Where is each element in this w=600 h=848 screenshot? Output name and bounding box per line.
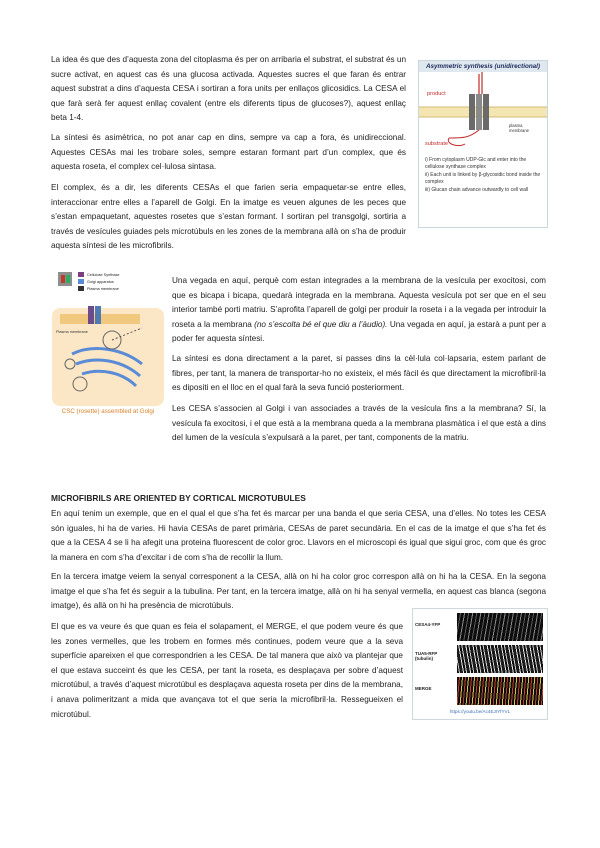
legend-item: Golgi apparatus — [87, 279, 114, 284]
paragraph-substrate: La idea és que des d’aquesta zona del citoplasma és per on arribaria el substrat, el substrat és un sucre activat, en aquest cas és una glucosa activada. Aquestes sucres el que faran és entrar aquest substrat a dins d’aquesta CESA i sortiran a fora units per enllaços glicosidics. La CESA el que farà serà fer aquest enllaç covalent (entre els diferents tipus de glucoses?), aquest enllaç beta 1-4. — [51, 55, 407, 123]
paragraph-direct-synthesis: La síntesi es dona directament a la paret, si passes dins la cèl·lula col·lapsaria, estem parlant de fibres, per tant, la manera de transportar-ho no existeix, el més fàcil és que directament la microfibril·la es dipositi en el lloc en el qual farà la seva funció posteriorment. — [172, 354, 546, 393]
figure-notes — [419, 157, 547, 194]
section-heading: MICROFIBRILS ARE ORIENTED BY CORTICAL MICROTUBULES — [51, 493, 306, 503]
video-link[interactable]: https://youtu.be/Ac4EJIYfYVL — [449, 709, 511, 714]
paragraph-cesa-example: En aquí tenim un exemple, que en el qual el que s’ha fet és marcar per una banda el que seria CESA, una d’elles. No totes les CESA són iguales, hi ha de varies. Hi havia CESAs de paret primària, CESAs de paret secundària. En el cas de la imatge el que s’ha fet és que a la CESA 4 se li ha afegit una proteina fluorescent de color groc. Llavors en el microscopi és igual que sigui groc, com que és groc la manera en com s’ha d’excitar i de com s’ha de recollir la llum. — [51, 509, 546, 562]
label-tm: Plasma membrane — [56, 330, 88, 334]
figure-asymmetric-synthesis — [418, 60, 548, 228]
paragraph-exocytosis-text: Una vegada en aquí, perquè com estan integrades a la membrana de la vesícula per exocitosi, com que es bicapa i bicapa, quedarà integrada en la membrana. Aquesta vesícula pot ser que en el seu interior també porti matriu. S’aprofita l’aparell de golgi per produir la roseta i a la vegada per introduir la roseta a la membrana — [172, 276, 546, 329]
image-tua5-rfp — [457, 645, 543, 673]
paragraph-complex-golgi: El complex, és a dir, les diferents CESAs el que farien seria empaquetar-se entre elles, interaccionar entre elles a l’aparell de Golgi. En la imatge es veuen algunes de les peces que s’estan empaquetant, aquestes rosetes que s’estan formant. I sortiran pel transgolgi, sortiria a través de vesícules guiades pels microtúbuls en les zones de la membrana allà on s’ha de produir aquesta síntesi de les microfibrils. — [51, 183, 406, 251]
golgi-diagram — [52, 268, 164, 408]
note-1: i) From cytoplasm UDP-Glc and enter into the cellulose synthase complex — [425, 157, 527, 170]
figure-caption: CSC (rosette) assembled at Golgi — [61, 408, 155, 415]
label-product: product — [427, 91, 446, 97]
image-cesa4-yfp — [457, 613, 543, 641]
microscopy-row — [415, 645, 545, 673]
paragraph-asymmetric-synthesis: La síntesi és asimètrica, no pot anar cap en dins, sempre va cap a fora, és unidireccional. Aquestes CESAs mai les trobare soles, sempre estaran formant part d’un complex, que és aquesta roseta, el complex cel·lulosa sintasa. — [51, 133, 406, 172]
legend-item: Plasma membrane — [87, 286, 119, 291]
paragraph-third-image: En la tercera imatge veiem la senyal corresponent a la CESA, allà on hi ha color groc correspon allà on hi ha la CESA. En la segona imatge el que s’ha fet és seguir a la tubulina. Per tant, en la tercera imatge, allà on hi ha senyal vermella, en aquest cas blanca (segona imatge), és allà on hi ha presència de microtúbuls. — [51, 572, 546, 611]
cellulose-synthase-diagram — [419, 72, 547, 152]
note-2: ii) Each unit is linked by β-glycosidic bond inside the complex — [425, 172, 541, 185]
paragraph-merge: El que es va veure és que quan es feia el solapament, el MERGE, el que podem veure és que les zones vermelles, que les trobem en formes més continues, podem veure que a la seva superfície apareixen el que correspondrien a les CESA. De tal manera que això va plantejar que el que estava succeint és que les CESA, per tant la roseta, es desplaçava per sobre d’aquest microtúbul, a través d’aquest microtúbul es desplaçava aquesta roseta per dins de la membrana, i anava polimeritzant a mida que avançava tot el que seria la microfibril·la. Ressegueixen el microtúbul. — [51, 622, 403, 719]
label-substrate: substrate — [425, 141, 449, 147]
paragraph-golgi-membrane: Les CESA s’associen al Golgi i van associades a través de la vesícula fins a la membrana? Sí, la vesícula fa exocitosi, i el que està a la membrana queda a la membrana plasmàtica i el que està a dins del lumen de la vesícula s’expulsarà a la paret, per tant, components de la matriu. — [172, 404, 546, 443]
figure-microscopy — [412, 608, 548, 720]
figure-title: Asymmetric synthesis (unidirectional) — [419, 61, 547, 72]
note-3: iii) Glucan chain advance outwardly to cell wall — [425, 187, 529, 193]
row-label: CESA4-YFP — [415, 622, 441, 627]
image-merge — [457, 677, 543, 705]
audio-note: (no s’escolta bé el que diu a l’àudio). — [254, 319, 388, 329]
label-plasma-membrane: plasma membrane — [509, 123, 530, 133]
paragraph-ready: Una vegada en aquí, ja estarà a punt per a poder fer aquesta síntesi. — [172, 319, 547, 344]
figure-csc-golgi — [52, 268, 164, 418]
microscopy-row — [415, 613, 545, 641]
row-label: MERGE — [415, 686, 432, 691]
legend-item: Cellulose Synthase — [87, 272, 120, 277]
row-label: TUA5-RFP (tubulin) — [415, 651, 438, 661]
paragraph-exocytosis — [172, 274, 546, 347]
microscopy-row — [415, 677, 545, 705]
